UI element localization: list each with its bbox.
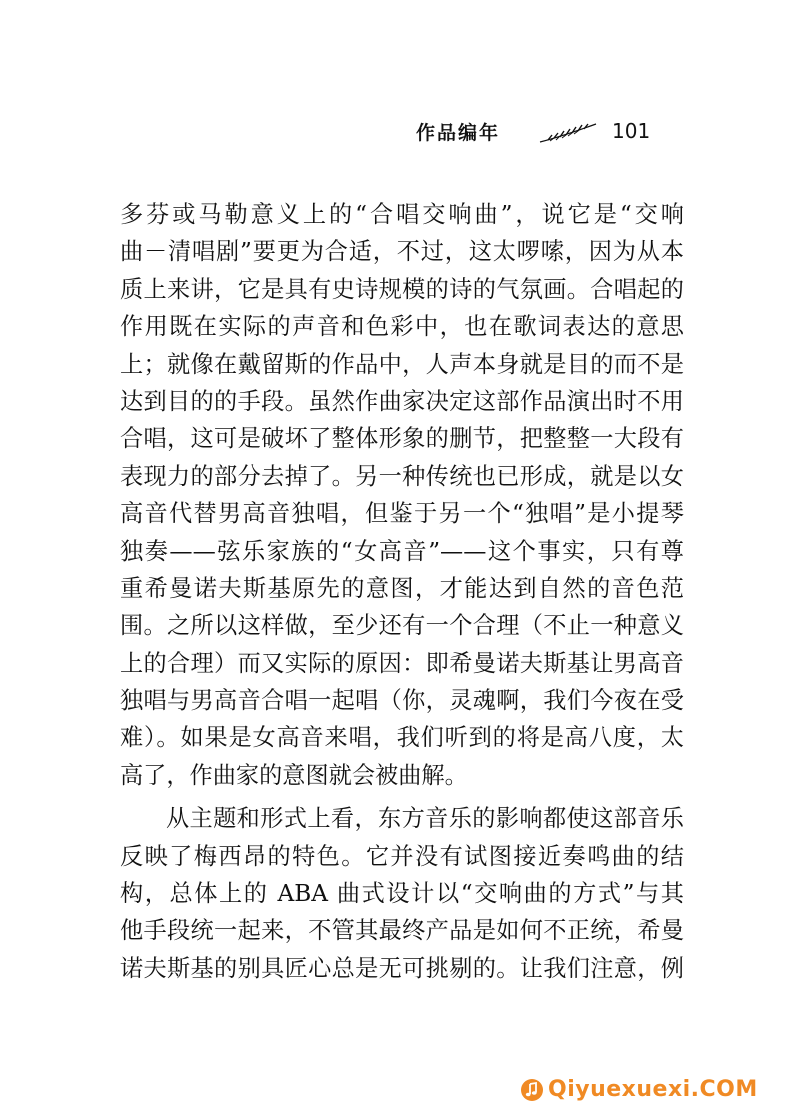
text-line: 高了，作曲家的意图就会被曲解。 [120,761,468,789]
text-line: 达到目的的手段。虽然作曲家决定这部作品演出时不用 [120,387,684,415]
page-number: 101 [612,119,651,143]
text-line: 诺夫斯基的别具匠心总是无可挑剔的。让我们注意，例 [120,954,684,982]
site-watermark [520,1076,780,1106]
text-line: 独奏——弦乐家族的“女高音”——这个事实，只有尊 [120,537,684,565]
text-line: 重希曼诺夫斯基原先的意图，才能达到自然的音色范 [120,574,684,602]
running-header [416,116,676,146]
body-text [120,196,684,987]
text-line: 从主题和形式上看，东方音乐的影响都使这部音乐 [166,805,684,833]
paragraph-1 [120,196,684,794]
text-line: 难）。如果是女高音来唱，我们听到的将是高八度，太 [120,724,684,752]
text-line: 质上来讲，它是具有史诗规模的诗的气氛画。合唱起的 [120,275,684,303]
watermark-text: Qiyuexuexi.COM [548,1077,758,1102]
text-line: 高音代替男高音独唱，但鉴于另一个“独唱”是小提琴 [120,500,684,528]
text-line: 合唱，这可是破坏了整体形象的删节，把整整一大段有 [120,425,684,453]
music-note-icon [520,1078,544,1102]
text-line: 多芬或马勒意义上的“合唱交响曲”，说它是“交响 [120,201,684,228]
text-line: 表现力的部分去掉了。另一种传统也已形成，就是以女 [120,462,684,490]
text-line: 作用既在实际的声音和色彩中，也在歌词表达的意思 [120,313,684,341]
text-line: 构，总体上的 ABA 曲式设计以“交响曲的方式”与其 [120,880,684,908]
text-line: 上；就像在戴留斯的作品中，人声本身就是目的而不是 [120,350,684,378]
header-title: 作品编年 [416,122,501,144]
text-line: 反映了梅西昂的特色。它并没有试图接近奏鸣曲的结 [120,842,684,870]
text-line: 上的合理）而又实际的原因：即希曼诺夫斯基让男高音 [120,649,684,677]
text-line: 独唱与男高音合唱一起唱（你，灵魂啊，我们今夜在受 [120,687,684,715]
paragraph-2 [120,800,684,987]
text-line: 围。之所以这样做，至少还有一个合理（不止一种意义 [120,612,684,640]
feather-ornament-icon [538,122,598,144]
text-line: 他手段统一起来，不管其最终产品是如何不正统，希曼 [120,917,684,945]
text-line: 曲－清唱剧”要更为合适，不过，这太啰嗦，因为从本 [120,238,684,266]
